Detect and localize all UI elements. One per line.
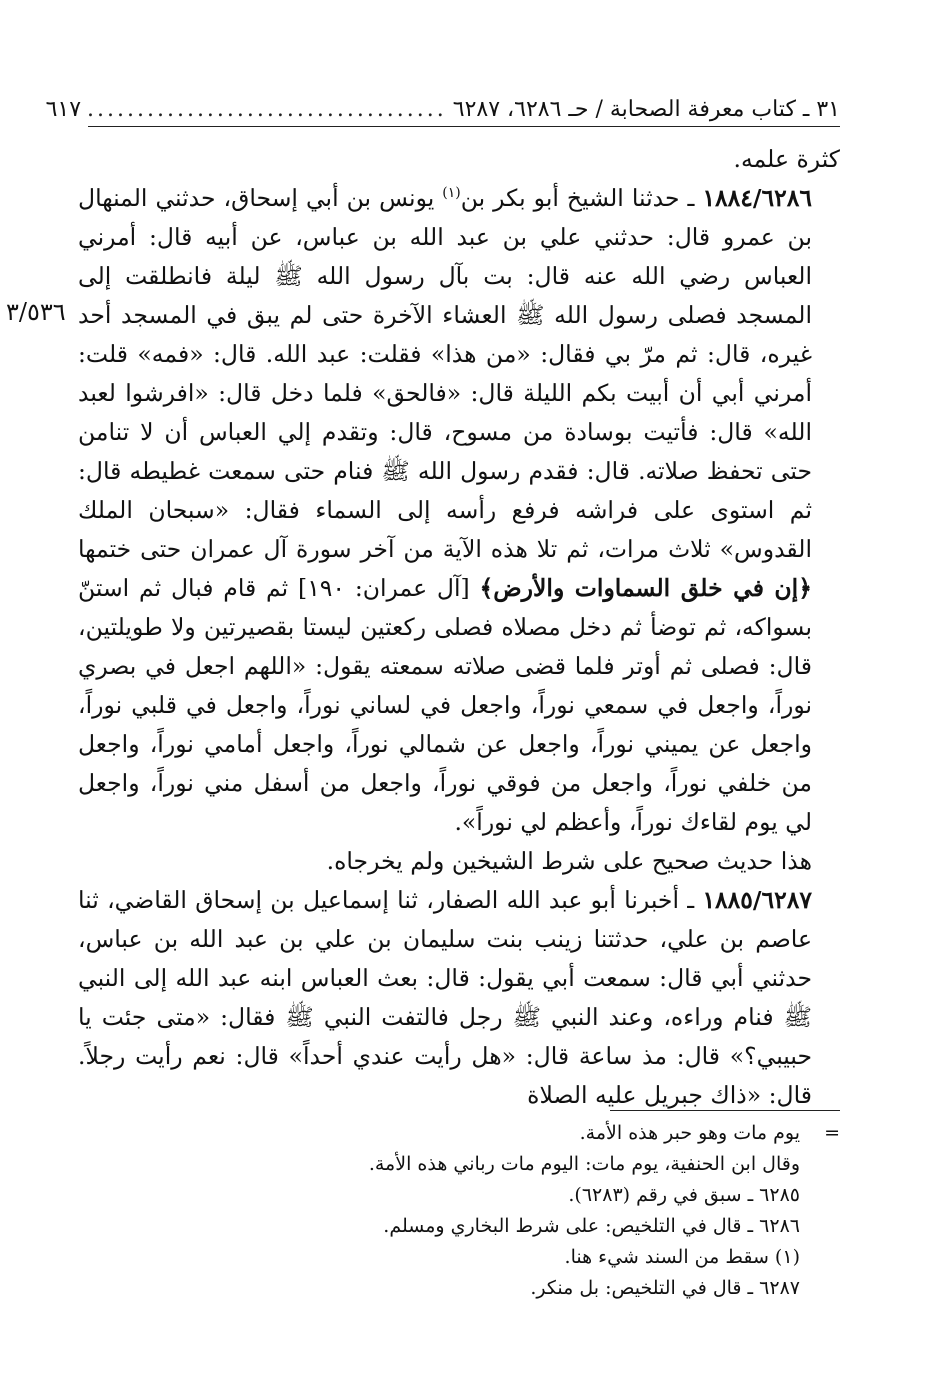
footnote-line <box>380 1118 840 1149</box>
hadith-text: [آل عمران: ١٩٠] ثم قام فبال ثم استنّ بسواكه، ثم توضأ ثم دخل مصلاه فصلى ركعتين ليستا بقصيرتين ولا طويلتين، قال: فصلى ثم أوتر فلما قضى صلاته سمعته يقول: «اللهم اجعل في بصري نوراً، واجعل في سمعي نوراً، واجعل في لساني نوراً، واجعل في قلبي نوراً، واجعل عن يميني نوراً، واجعل عن شمالي نوراً، واجعل أمامي نوراً، واجعل من خلفي نوراً، واجعل من فوقي نوراً، واجعل من أسفل مني نوراً، واجعل لي يوم لقاءك نوراً، وأعظم لي نوراً». <box>78 574 812 836</box>
footnote-text: ٦٢٨٥ ـ سبق في رقم (٦٢٨٣). <box>568 1184 800 1206</box>
hadith-number: ١٨٨٤/٦٢٨٦ <box>702 184 812 212</box>
running-header <box>45 92 840 127</box>
grading-note <box>78 842 840 881</box>
footnote-text: وقال ابن الحنفية، يوم مات: اليوم مات رباني هذه الأمة. <box>368 1153 800 1175</box>
hadith-text: يونس بن أبي إسحاق، حدثني المنهال بن عمرو قال: حدثني علي بن عبد الله بن عباس، عن أبيه قال: أمرني العباس رضي الله عنه قال: بت بآل رسول الله ﷺ ليلة فانطلقت إلى المسجد فصلى رسول الله ﷺ العشاء الآخرة حتى لم يبق في المسجد أحد غيره، قال: ثم مرّ بي فقال: «من هذا» فقلت: عبد الله. قال: «فمه» قلت: أمرني أبي أن أبيت بكم الليلة قال: «فالحق» فلما دخل قال: «افرشوا لعبد الله» قال: فأتيت بوسادة من مسوح، قال: وتقدم إلي العباس أن لا تنامن حتى تحفظ صلاته. قال: فقدم رسول الله ﷺ فنام حتى سمعت غطيطه قال: ثم استوى على فراشه فرفع رأسه إلى السماء فقال: «سبحان الملك القدوس» ثلاث مرات، ثم تلا هذه الآية من آخر سورة آل عمران حتى ختمها <box>78 184 812 563</box>
footnotes <box>368 1118 840 1304</box>
footnote-line <box>380 1211 840 1242</box>
grading-text: هذا حديث صحيح على شرط الشيخين ولم يخرجاه. <box>326 847 812 875</box>
main-text <box>78 140 840 1115</box>
header-title: ٣١ ـ كتاب معرفة الصحابة / حـ ٦٢٨٦، ٦٢٨٧ <box>452 97 840 122</box>
header-leader-dots: .................................... <box>87 97 447 122</box>
hadith-number: ١٨٨٥/٦٢٨٧ <box>702 886 812 914</box>
quran-quote: ﴿إن في خلق السماوات والأرض﴾ <box>479 574 812 602</box>
footnote-line <box>380 1180 840 1211</box>
footnote-line <box>380 1273 840 1304</box>
footnote-text: ٦٢٨٧ ـ قال في التلخيص: بل منكر. <box>530 1277 800 1299</box>
hadith-text: ـ حدثنا الشيخ أبو بكر بن <box>460 184 703 212</box>
hadith-6287 <box>78 881 840 1115</box>
paragraph-continuation <box>78 140 840 179</box>
margin-reference: ٣/٥٣٦ <box>6 298 66 326</box>
footnote-text: ٦٢٨٦ ـ قال في التلخيص: على شرط البخاري ومسلم. <box>383 1215 800 1237</box>
footnote-divider <box>610 1110 840 1111</box>
paragraph-text: كثرة علمه. <box>733 145 840 173</box>
page-number: ٦١٧ <box>45 97 82 122</box>
footnote-text: (١) سقط من السند شيء هنا. <box>564 1246 800 1268</box>
footnote-marker: (١) <box>442 185 461 202</box>
footnote-text: يوم مات وهو حبر هذه الأمة. <box>579 1122 800 1144</box>
hadith-text: ـ أخبرنا أبو عبد الله الصفار، ثنا إسماعيل بن إسحاق القاضي، ثنا عاصم بن علي، حدثتنا زينب بنت سليمان بن علي بن عبد الله بن عباس، حدثني أبي قال: سمعت أبي يقول: قال: بعث العباس ابنه عبد الله إلى النبي ﷺ فنام وراءه، وعند النبي ﷺ رجل فالتفت النبي ﷺ فقال: «متى جئت يا حبيبي؟» قال: مذ ساعة قال: «هل رأيت عندي أحداً» قال: نعم رأيت رجلاً. قال: «ذاك جبريل عليه الصلاة <box>78 886 812 1109</box>
footnote-line <box>368 1149 840 1180</box>
hadith-6286 <box>78 179 840 842</box>
continuation-mark: = <box>824 1122 840 1144</box>
footnote-line <box>380 1242 840 1273</box>
